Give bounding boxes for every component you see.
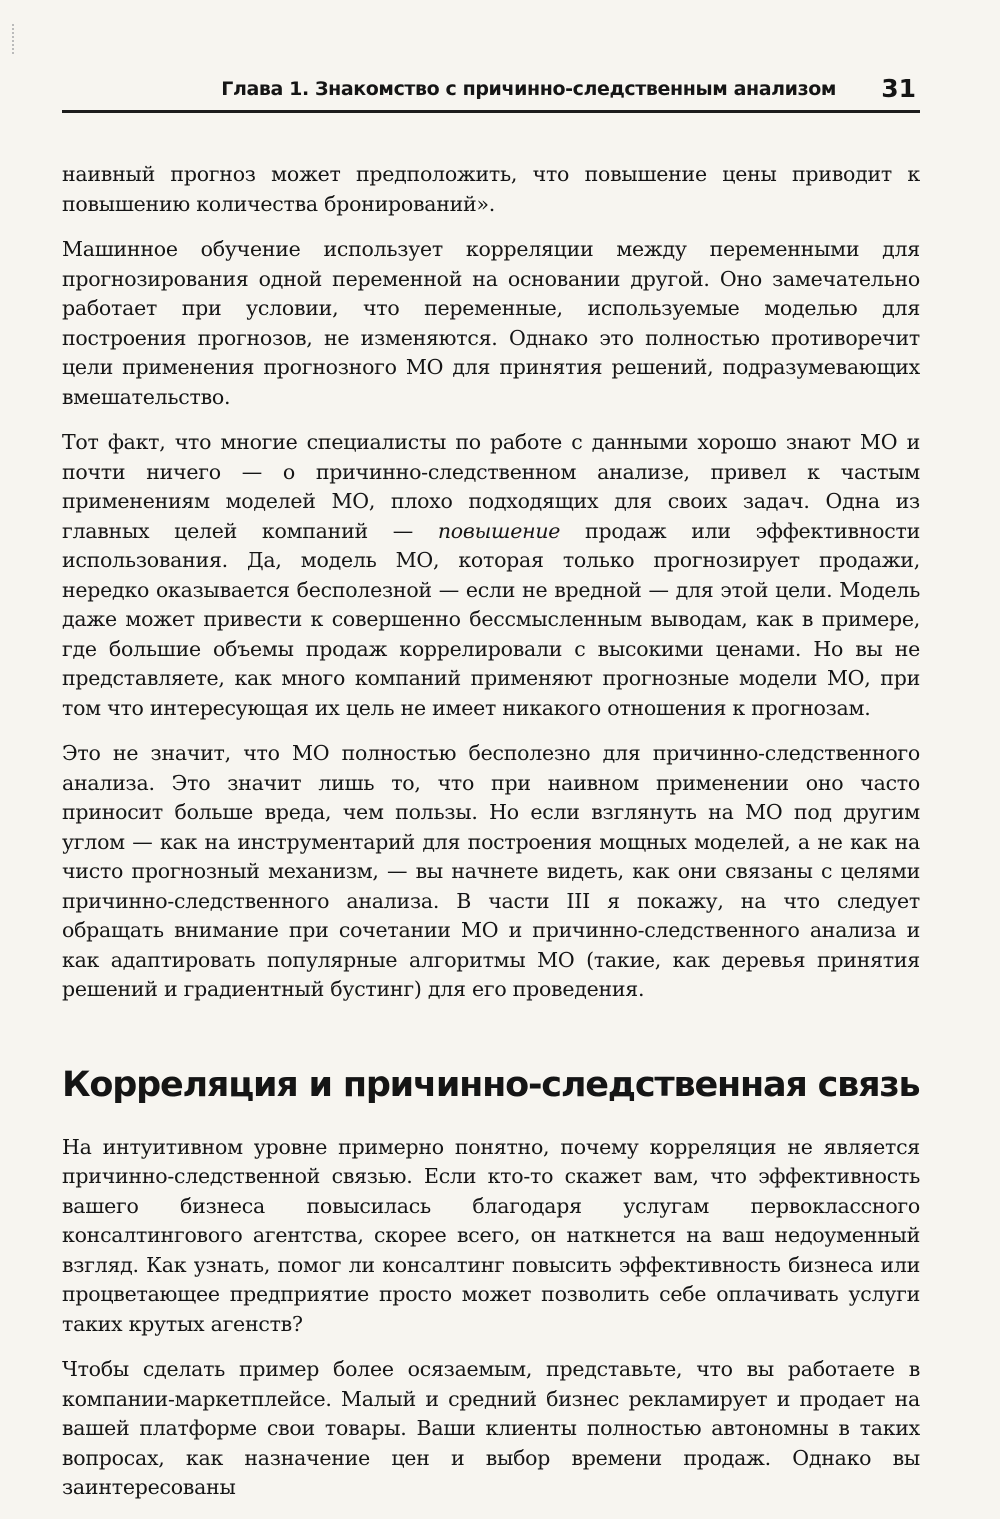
paragraph-3 — [62, 428, 920, 723]
body-text — [62, 160, 920, 1519]
paragraph-2: Машинное обучение использует корреляции между переменными для прогнозирования одной переменной на основании другой. Оно замечательно работает при условии, что переменные, используемые моделью для построения прогнозов, не изменяются. Однако это полностью противоречит цели применения прогнозного МО для принятия решений, подразумевающих вмешательство. — [62, 237, 920, 409]
page-number: 31 — [881, 74, 916, 103]
running-head — [62, 74, 920, 113]
paragraph-3-text-end: продаж или эффективности использования. Да, модель МО, которая только прогнозирует продажи, нередко оказывается бесполезной — если не вредной — для этой цели. Модель даже может привести к совершенно бессмысленным выводам, как в примере, где большие объемы продаж коррелировали с высокими ценами. Но вы не представляете, как много компаний применяют прогнозные модели МО, при том что интересующая их цель не имеет никакого отношения к прогнозам. — [62, 518, 920, 720]
margin-mark — [12, 24, 16, 54]
chapter-title: Глава 1. Знакомство с причинно-следственным анализом — [221, 78, 836, 100]
paragraph-4: Это не значит, что МО полностью бесполезно для причинно-следственного анализа. Это значит лишь то, что при наивном применении оно часто приносит больше вреда, чем пользы. Но если взглянуть на МО под другим углом — как на инструментарий для построения мощных моделей, а не как на чисто прогнозный механизм, — вы начнете видеть, как они связаны с целями причинно-следственного анализа. В части III я покажу, на что следует обращать внимание при сочетании МО и причинно-следственного анализа и как адаптировать популярные алгоритмы МО (такие, как деревья принятия решений и градиентный бустинг) для его проведения. — [62, 741, 920, 1001]
emphasis-word: повышение — [437, 518, 561, 543]
paragraph-3-text-start: Тот факт, что многие специалисты по работе с данными хорошо знают МО и почти ничего — о причинно-следственном анализе, привел к частым применениям моделей МО, плохо подходящих для своих задач. Одна из главных целей компаний — — [62, 430, 920, 543]
section-heading: Корреляция и причинно-следственная связь — [62, 1064, 920, 1105]
section-paragraph-2: Чтобы сделать пример более осязаемым, представьте, что вы работаете в компании-маркетплейсе. Малый и средний бизнес рекламирует и продает на вашей платформе свои товары. Ваши клиенты полностью автономны в таких вопросах, как назначение цен и выбор времени продаж. Однако вы заинтересованы — [62, 1357, 920, 1499]
section-paragraph-1: На интуитивном уровне примерно понятно, почему корреляция не является причинно-следственной связью. Если кто-то скажет вам, что эффективность вашего бизнеса повысилась благодаря услугам первоклассного консалтингового агентства, скорее всего, он наткнется на ваш недоуменный взгляд. Как узнать, помог ли консалтинг повысить эффективность бизнеса или процветающее предприятие просто может позволить себе оплачивать услуги таких крутых агенств? — [62, 1134, 920, 1336]
paragraph-1: наивный прогноз может предположить, что повышение цены приводит к повышению количества бронирований». — [62, 162, 920, 216]
